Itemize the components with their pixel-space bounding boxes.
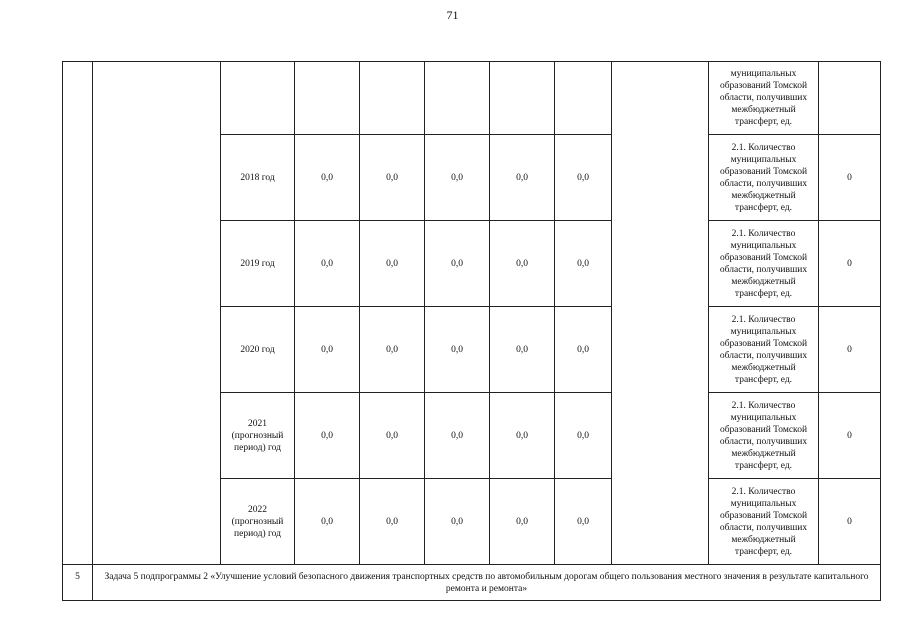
value-cell: 0,0 (425, 307, 490, 393)
value-cell: 0,0 (425, 221, 490, 307)
indicator-cell: 2.1. Количество муниципальных образований Томской области, получивших межбюджетный трансферт, ед. (709, 221, 819, 307)
value-cell (555, 62, 612, 135)
year-cell: 2018 год (221, 135, 295, 221)
year-cell: 2020 год (221, 307, 295, 393)
year-cell: 2022 (прогнозный период) год (221, 479, 295, 565)
executor-cell (612, 62, 709, 565)
indicator-cell: 2.1. Количество муниципальных образований Томской области, получивших межбюджетный трансферт, ед. (709, 393, 819, 479)
value-cell (490, 62, 555, 135)
value-cell: 0,0 (490, 221, 555, 307)
value-cell: 0,0 (555, 221, 612, 307)
page-number: 71 (446, 8, 459, 22)
number-cell (63, 62, 93, 565)
value-cell: 0,0 (555, 393, 612, 479)
table-row (63, 62, 881, 135)
value-cell: 0,0 (295, 479, 360, 565)
target-cell: 0 (819, 135, 881, 221)
activity-cell (93, 62, 221, 565)
target-cell: 0 (819, 479, 881, 565)
value-cell: 0,0 (425, 393, 490, 479)
value-cell: 0,0 (295, 221, 360, 307)
value-cell: 0,0 (360, 135, 425, 221)
value-cell (295, 62, 360, 135)
target-cell: 0 (819, 307, 881, 393)
task-number: 5 (63, 565, 93, 601)
target-cell: 0 (819, 221, 881, 307)
year-cell: 2021 (прогнозный период) год (221, 393, 295, 479)
value-cell: 0,0 (555, 135, 612, 221)
target-cell: 0 (819, 393, 881, 479)
value-cell: 0,0 (360, 307, 425, 393)
value-cell: 0,0 (295, 393, 360, 479)
value-cell (360, 62, 425, 135)
task-row (63, 565, 881, 601)
target-cell (819, 62, 881, 135)
value-cell: 0,0 (425, 479, 490, 565)
indicator-cell: муниципальных образований Томской области, получивших межбюджетный трансферт, ед. (709, 62, 819, 135)
year-cell (221, 62, 295, 135)
value-cell: 0,0 (360, 221, 425, 307)
value-cell: 0,0 (555, 479, 612, 565)
value-cell: 0,0 (490, 479, 555, 565)
year-cell: 2019 год (221, 221, 295, 307)
indicator-cell: 2.1. Количество муниципальных образований Томской области, получивших межбюджетный трансферт, ед. (709, 479, 819, 565)
value-cell: 0,0 (490, 393, 555, 479)
value-cell: 0,0 (490, 307, 555, 393)
indicator-cell: 2.1. Количество муниципальных образований Томской области, получивших межбюджетный трансферт, ед. (709, 135, 819, 221)
indicator-cell: 2.1. Количество муниципальных образований Томской области, получивших межбюджетный трансферт, ед. (709, 307, 819, 393)
value-cell: 0,0 (490, 135, 555, 221)
program-table (62, 61, 881, 601)
value-cell (425, 62, 490, 135)
value-cell: 0,0 (360, 479, 425, 565)
value-cell: 0,0 (360, 393, 425, 479)
value-cell: 0,0 (425, 135, 490, 221)
task-title: Задача 5 подпрограммы 2 «Улучшение условий безопасного движения транспортных средств по автомобильным дорогам общего пользования местного значения в результате капитального ремонта и ремонта» (93, 565, 881, 601)
value-cell: 0,0 (295, 307, 360, 393)
value-cell: 0,0 (555, 307, 612, 393)
value-cell: 0,0 (295, 135, 360, 221)
